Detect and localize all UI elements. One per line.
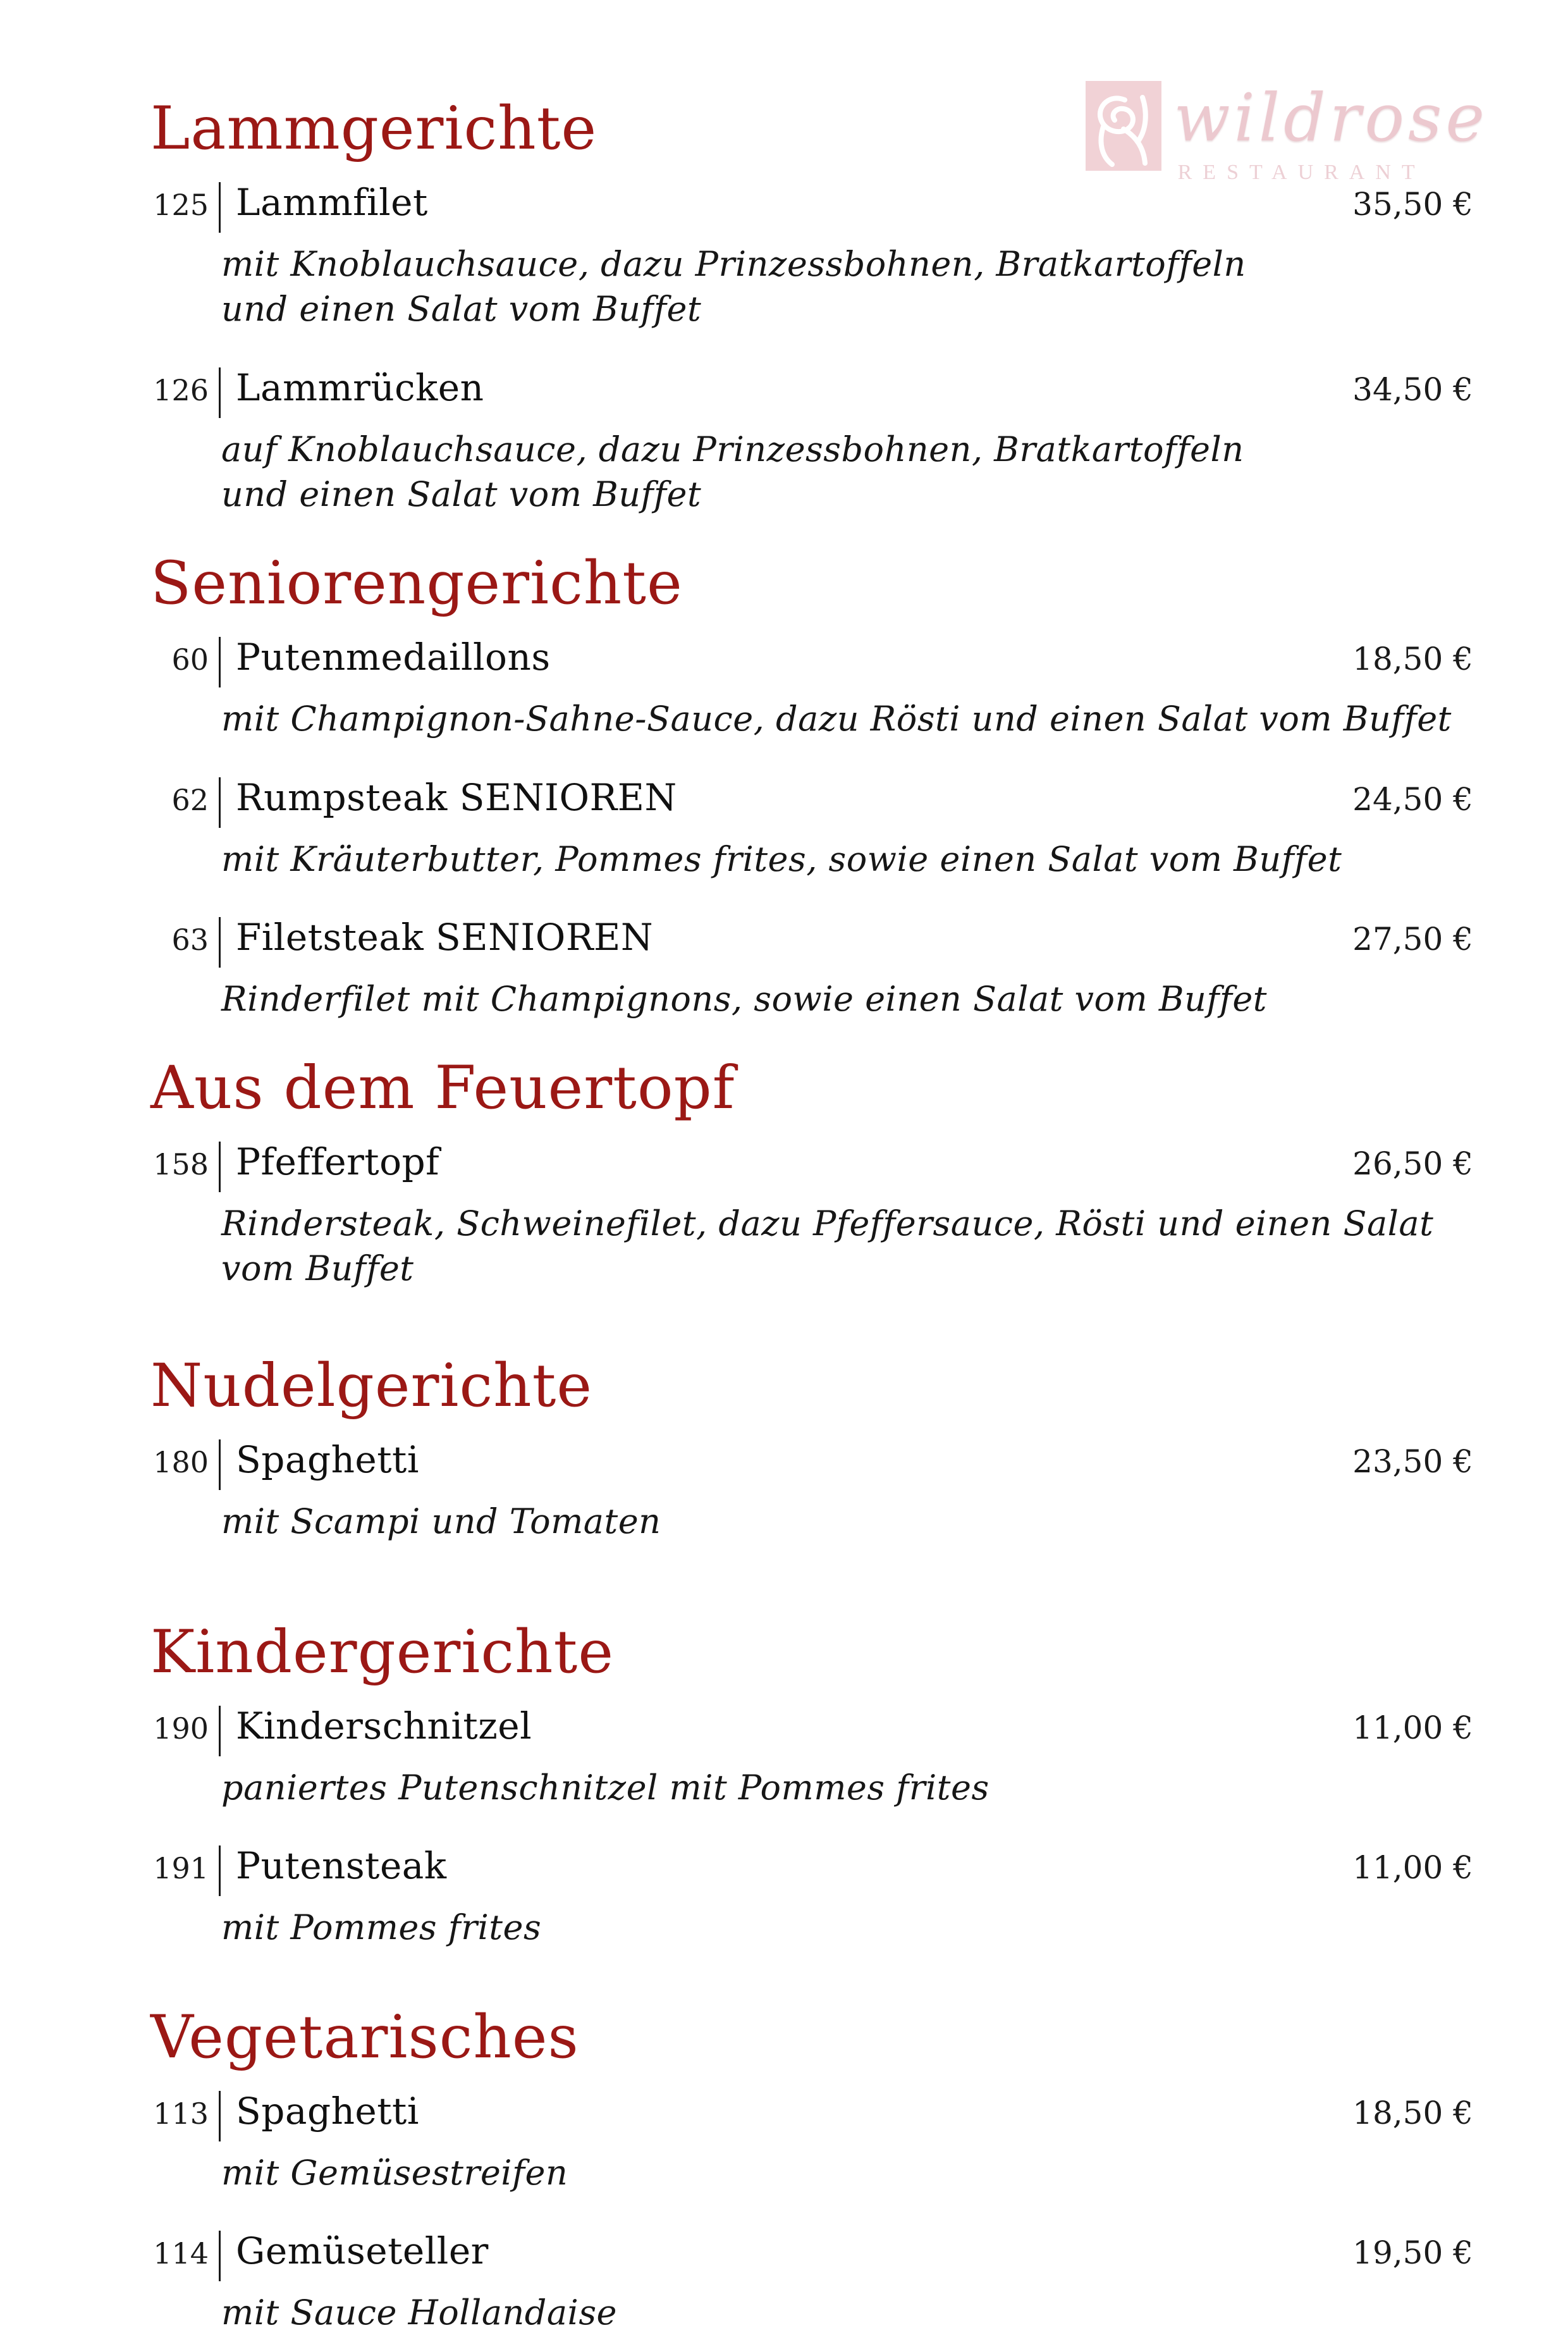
item-description-line: mit Kräuterbutter, Pommes frites, sowie einen Salat vom Buffet (221, 839, 1342, 879)
section-nudelgerichte (150, 1352, 1473, 1544)
separator-bar (219, 1142, 221, 1192)
brand-logo (1086, 81, 1488, 183)
separator-bar (219, 367, 221, 418)
section-title: Kindergerichte (150, 1618, 614, 1687)
item-price: 26,50 € (1352, 1145, 1473, 1183)
item-row (150, 634, 1473, 685)
item-description (221, 1765, 1473, 1810)
item-row (150, 365, 1473, 416)
item-row (150, 1139, 1473, 1190)
separator-bar (219, 2231, 221, 2281)
item-number: 190 (153, 1711, 209, 1746)
item-description (221, 427, 1473, 517)
brand-text (1173, 79, 1488, 184)
item-description-line: mit Knoblauchsauce, dazu Prinzessbohnen, Bratkartoffeln (221, 244, 1246, 285)
item-price: 19,50 € (1352, 2234, 1473, 2272)
item-price: 35,50 € (1352, 186, 1473, 223)
item-description (221, 1905, 1473, 1950)
section-kindergerichte (150, 1618, 1473, 1950)
item-row (150, 180, 1473, 230)
section-aus-dem-feuertopf (150, 1054, 1473, 1291)
item-name: Lammrücken (236, 366, 484, 409)
item-number: 114 (153, 2236, 209, 2271)
item-description-line: und einen Salat vom Buffet (221, 289, 702, 330)
item-name: Kinderschnitzel (236, 1704, 532, 1748)
item-number: 60 (171, 643, 209, 677)
item-description-line: mit Gemüsestreifen (221, 2152, 568, 2193)
brand-tagline: RESTAURANT (1177, 161, 1426, 184)
item-name: Lammfilet (236, 181, 428, 225)
item-name: Rumpsteak SENIOREN (236, 775, 677, 819)
separator-bar (219, 1706, 221, 1756)
item-description (221, 2290, 1473, 2335)
item-name: Putenmedaillons (236, 636, 551, 679)
item-name: Spaghetti (236, 1438, 419, 1481)
section-seniorengerichte (150, 550, 1473, 1021)
section-title: Lammgerichte (150, 94, 597, 163)
separator-bar (219, 2091, 221, 2141)
item-number: 63 (171, 922, 209, 957)
item-description-line: mit Pommes frites (221, 1907, 542, 1948)
item-price: 11,00 € (1352, 1710, 1473, 1747)
item-description (221, 1201, 1473, 1291)
menu-item (150, 1139, 1473, 1291)
section-title: Seniorengerichte (150, 549, 683, 619)
menu-item (150, 1843, 1473, 1950)
section-vegetarisches (150, 2004, 1473, 2335)
item-name: Gemüseteller (236, 2229, 489, 2273)
section-title: Nudelgerichte (150, 1351, 593, 1420)
menu-item (150, 775, 1473, 882)
item-description (221, 242, 1473, 332)
item-row (150, 2088, 1473, 2139)
item-row (150, 1843, 1473, 1894)
separator-bar (219, 1439, 221, 1490)
item-description-line: auf Knoblauchsauce, dazu Prinzessbohnen, Bratkartoffeln (221, 429, 1244, 469)
separator-bar (219, 777, 221, 828)
item-number: 125 (153, 188, 209, 223)
item-row (150, 775, 1473, 825)
section-title: Aus dem Feuertopf (150, 1054, 735, 1123)
item-price: 27,50 € (1352, 920, 1473, 958)
item-price: 18,50 € (1352, 641, 1473, 678)
item-row (150, 1437, 1473, 1488)
item-number: 191 (153, 1851, 209, 1886)
item-description-line: mit Champignon-Sahne-Sauce, dazu Rösti und einen Salat vom Buffet (221, 699, 1452, 739)
item-row (150, 2228, 1473, 2279)
item-name: Putensteak (236, 1844, 447, 1888)
menu-item (150, 180, 1473, 332)
item-description-line: mit Scampi und Tomaten (221, 1501, 661, 1541)
item-name: Pfeffertopf (236, 1140, 440, 1184)
item-row (150, 1703, 1473, 1754)
item-price: 11,00 € (1352, 1849, 1473, 1887)
item-description (221, 1499, 1473, 1544)
item-row (150, 915, 1473, 965)
item-number: 158 (153, 1147, 209, 1182)
item-description-line: Rinderfilet mit Champignons, sowie einen Salat vom Buffet (221, 978, 1267, 1019)
separator-bar (219, 917, 221, 968)
item-number: 180 (153, 1445, 209, 1479)
menu-item (150, 2088, 1473, 2195)
separator-bar (219, 182, 221, 233)
brand-name: wildrose (1173, 79, 1488, 156)
item-description-line: Rindersteak, Schweinefilet, dazu Pfeffersauce, Rösti und einen Salat vom Buffet (221, 1204, 1434, 1289)
item-description (221, 2150, 1473, 2195)
item-description (221, 837, 1473, 882)
item-price: 24,50 € (1352, 780, 1473, 818)
item-number: 62 (171, 782, 209, 817)
menu-item (150, 634, 1473, 741)
section-title: Vegetarisches (150, 2002, 579, 2072)
rose-icon (1086, 81, 1161, 171)
item-number: 126 (153, 373, 209, 407)
menu-item (150, 1437, 1473, 1544)
menu-item (150, 915, 1473, 1021)
item-description (221, 696, 1473, 741)
item-name: Filetsteak SENIOREN (236, 915, 654, 959)
item-number: 113 (153, 2096, 209, 2131)
separator-bar (219, 637, 221, 687)
item-description-line: paniertes Putenschnitzel mit Pommes frites (221, 1768, 989, 1808)
menu-item (150, 365, 1473, 517)
menu-item (150, 1703, 1473, 1810)
menu-item (150, 2228, 1473, 2335)
item-description-line: mit Sauce Hollandaise (221, 2293, 617, 2333)
item-price: 23,50 € (1352, 1443, 1473, 1480)
item-price: 18,50 € (1352, 2094, 1473, 2131)
item-description-line: und einen Salat vom Buffet (221, 474, 702, 514)
item-description (221, 977, 1473, 1021)
item-price: 34,50 € (1352, 371, 1473, 408)
item-name: Spaghetti (236, 2089, 419, 2133)
separator-bar (219, 1845, 221, 1896)
